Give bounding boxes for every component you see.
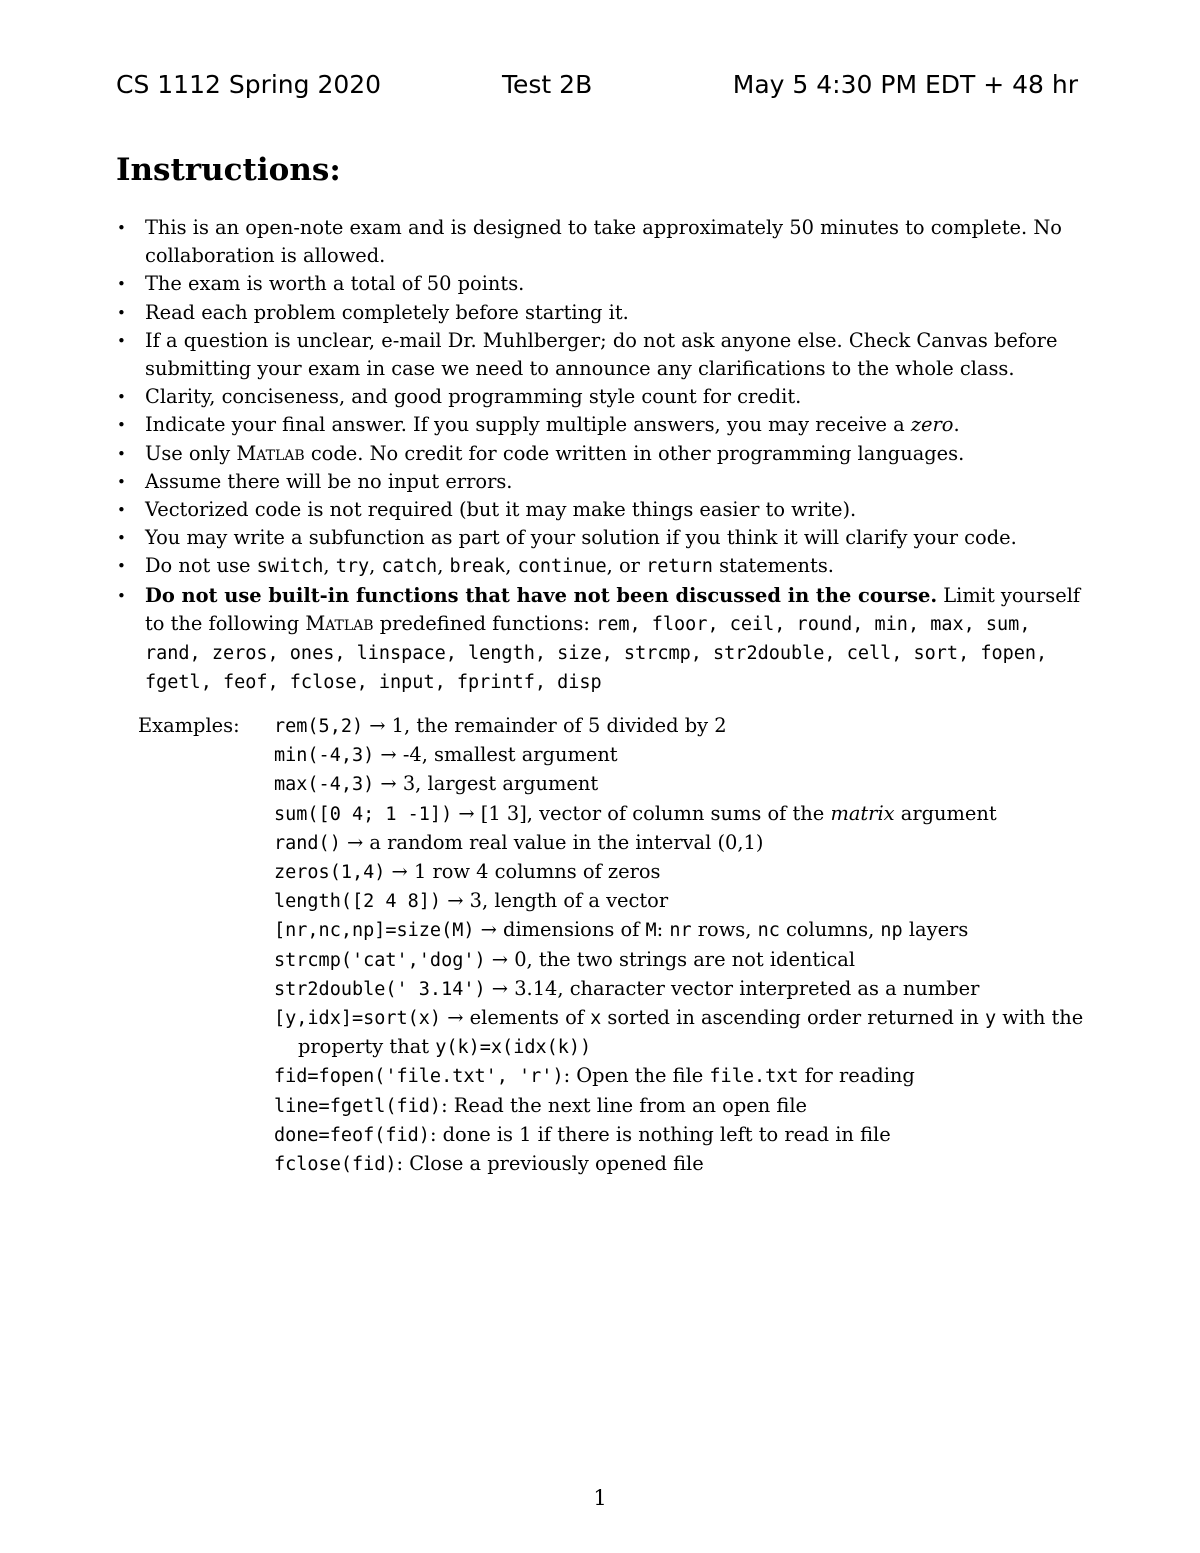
example-item: str2double(' 3.14') → 3.14, character vector interpreted as a number xyxy=(274,976,980,1000)
instruction-item: • Clarity, conciseness, and good programming style count for credit. xyxy=(116,383,1088,411)
example-item: min(-4,3) → -4, smallest argument xyxy=(274,743,618,767)
example-item: rand() → a random real value in the interval (0,1) xyxy=(274,830,764,854)
example-item: fid=fopen('file.txt', 'r'): Open the file file.txt for reading xyxy=(274,1064,915,1088)
course-label: CS 1112 Spring 2020 xyxy=(116,70,382,99)
instruction-item: • You may write a subfunction as part of your solution if you think it will clarify your code. xyxy=(116,524,1088,552)
deadline-label: May 5 4:30 PM EDT + 48 hr xyxy=(732,70,1078,99)
examples-list xyxy=(274,712,1086,1179)
example-item: [nr,nc,np]=size(M) → dimensions of M: nr rows, nc columns, np layers xyxy=(274,918,969,942)
example-item: [y,idx]=sort(x) → elements of x sorted in ascending order returned in y with the property that y(k)=x(idx(k)) xyxy=(274,1006,1084,1059)
example-item: line=fgetl(fid): Read the next line from an open file xyxy=(274,1093,808,1117)
instruction-item: • Do not use built-in functions that have not been discussed in the course. Limit yourself to the following Matlab predefined functions: rem, floor, ceil, round, min, max, sum, rand, zeros, ones, linspace, length, size, strcmp, str2double, cell, sort, fopen, fgetl, feof, fclose, input, fprintf, disp xyxy=(116,582,1088,698)
examples-label: Examples: xyxy=(138,714,240,737)
instruction-item: • If a question is unclear, e-mail Dr. Muhlberger; do not ask anyone else. Check Canvas before submitting your exam in case we need to announce any clarifications to the whole class. xyxy=(116,327,1088,383)
example-item: length([2 4 8]) → 3, length of a vector xyxy=(274,889,669,913)
instruction-item: • The exam is worth a total of 50 points. xyxy=(116,270,1088,298)
instruction-item: • Do not use switch, try, catch, break, continue, or return statements. xyxy=(116,552,1088,581)
instruction-item: • Indicate your final answer. If you supply multiple answers, you may receive a zero. xyxy=(116,411,1088,439)
example-item: sum([0 4; 1 -1]) → [1 3], vector of column sums of the matrix argument xyxy=(274,801,997,825)
instruction-item: • Read each problem completely before starting it. xyxy=(116,299,1088,327)
example-item: done=feof(fid): done is 1 if there is nothing left to read in file xyxy=(274,1122,891,1146)
page-number: 1 xyxy=(593,1486,607,1510)
instruction-item: • Vectorized code is not required (but it may make things easier to write). xyxy=(116,496,1088,524)
example-item: max(-4,3) → 3, largest argument xyxy=(274,772,599,796)
page-title: Instructions: xyxy=(116,152,341,188)
test-label: Test 2B xyxy=(502,70,593,99)
instruction-item: • Assume there will be no input errors. xyxy=(116,468,1088,496)
instruction-item: • Use only Matlab code. No credit for code written in other programming languages. xyxy=(116,440,1088,468)
example-item: zeros(1,4) → 1 row 4 columns of zeros xyxy=(274,860,661,884)
example-item: rem(5,2) → 1, the remainder of 5 divided by 2 xyxy=(274,714,727,737)
instructions-list xyxy=(116,214,1088,697)
example-item: strcmp('cat','dog') → 0, the two strings are not identical xyxy=(274,947,856,971)
example-item: fclose(fid): Close a previously opened file xyxy=(274,1152,704,1176)
allowed-functions: rem, floor, ceil, round, min, max, sum, rand, zeros, ones, linspace, length, size, strcmp, str2double, cell, sort, fopen, fgetl, feof, fclose, input, fprintf, disp xyxy=(145,613,1048,694)
page-header xyxy=(116,70,1078,104)
instruction-item: • This is an open-note exam and is designed to take approximately 50 minutes to complete. No collaboration is allowed. xyxy=(116,214,1088,270)
